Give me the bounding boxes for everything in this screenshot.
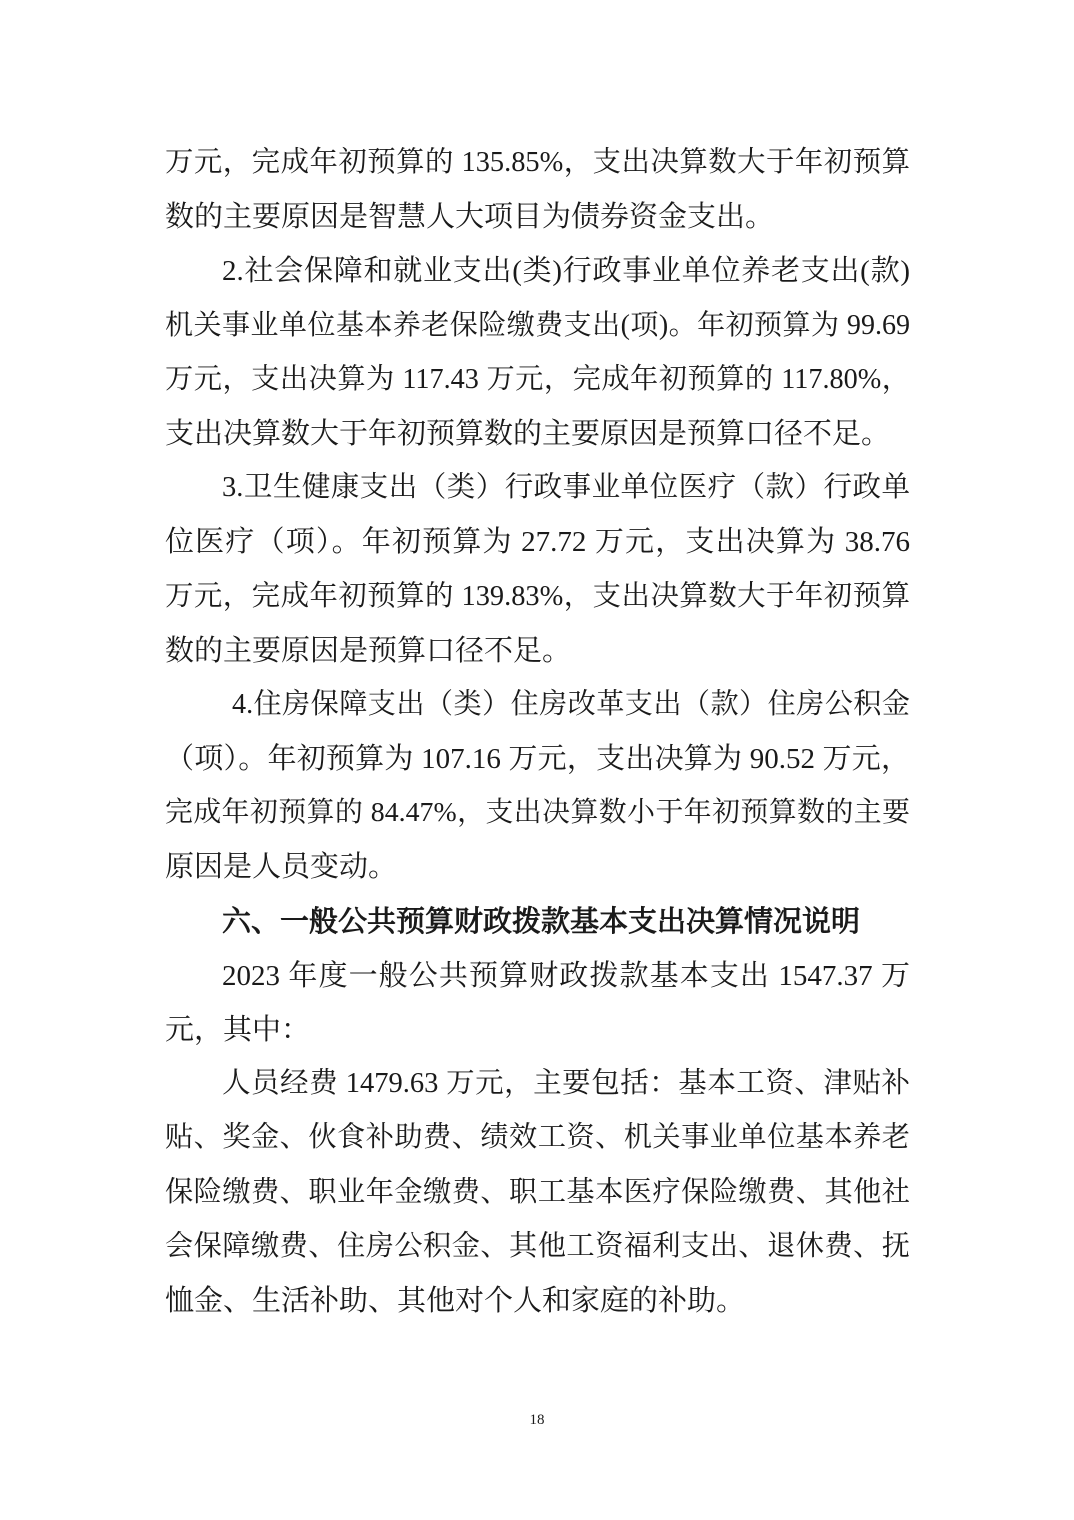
text-line: 2023 年度一般公共预算财政拨款基本支出 1547.37 万 xyxy=(222,959,910,992)
text-line: 机关事业单位基本养老保险缴费支出(项)。年初预算为 99.69 xyxy=(165,309,910,341)
text-line: 恤金、生活补助、其他对个人和家庭的补助。 xyxy=(165,1284,746,1317)
section-heading-text: 六、一般公共预算财政拨款基本支出决算情况说明 xyxy=(222,905,861,938)
text-line: 万元，完成年初预算的 139.83%，支出决算数大于年初预算 xyxy=(165,580,910,612)
text-line: 完成年初预算的 84.47%，支出决算数小于年初预算数的主要 xyxy=(165,797,910,829)
text-line: 数的主要原因是智慧人大项目为债券资金支出。 xyxy=(165,201,775,234)
text-line: 位医疗（项）。年初预算为 27.72 万元，支出决算为 38.76 xyxy=(165,526,910,559)
text-line: 4.住房保障支出（类）住房改革支出（款）住房公积金 xyxy=(232,688,910,720)
text-line: 原因是人员变动。 xyxy=(165,851,398,884)
paragraph-social-security xyxy=(165,244,910,461)
text-line: 万元，完成年初预算的 135.85%，支出决算数大于年初预算 xyxy=(165,147,910,178)
paragraph-smart-npc-continuation xyxy=(165,136,910,244)
text-line: 支出决算数大于年初预算数的主要原因是预算口径不足。 xyxy=(165,417,891,450)
document-body xyxy=(165,136,910,1328)
text-line: 保险缴费、职业年金缴费、职工基本医疗保险缴费、其他社 xyxy=(165,1176,910,1208)
paragraph-basic-expenditure-total xyxy=(165,949,910,1057)
text-line: 2.社会保障和就业支出(类)行政事业单位养老支出(款) xyxy=(222,255,910,288)
paragraph-personnel-expenses xyxy=(165,1057,910,1328)
text-line: 3.卫生健康支出（类）行政事业单位医疗（款）行政单 xyxy=(222,472,910,504)
text-line: 万元，支出决算为 117.43 万元，完成年初预算的 117.80%， xyxy=(165,363,910,395)
text-line: 贴、奖金、伙食补助费、绩效工资、机关事业单位基本养老 xyxy=(165,1122,910,1154)
text-line: （项）。年初预算为 107.16 万元，支出决算为 90.52 万元， xyxy=(165,743,910,776)
paragraph-housing xyxy=(165,678,910,895)
text-line: 数的主要原因是预算口径不足。 xyxy=(165,634,572,667)
text-line: 人员经费 1479.63 万元，主要包括：基本工资、津贴补 xyxy=(222,1068,910,1100)
text-line: 会保障缴费、住房公积金、其他工资福利支出、退休费、抚 xyxy=(165,1230,910,1262)
page-number: 18 xyxy=(529,1412,545,1428)
paragraph-health xyxy=(165,461,910,678)
text-line: 元，其中： xyxy=(165,1014,311,1046)
section-heading xyxy=(165,895,910,949)
